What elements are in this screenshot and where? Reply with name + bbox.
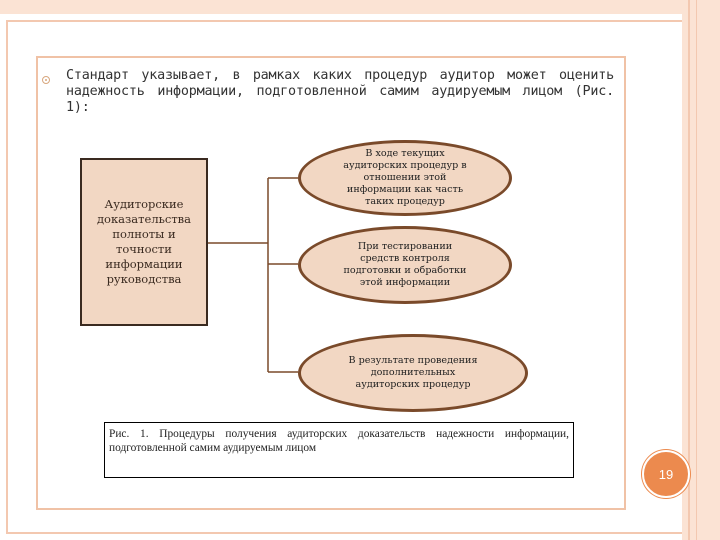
oval-line: таких процедур bbox=[365, 196, 445, 207]
box-line: руководства bbox=[106, 272, 182, 286]
page-number-badge: 19 bbox=[642, 450, 690, 498]
oval-line: средств контроля bbox=[360, 253, 450, 264]
oval-line: аудиторских процедур bbox=[355, 379, 471, 390]
oval-line: информации как часть bbox=[346, 184, 464, 195]
procedure-oval-testing bbox=[298, 226, 512, 304]
oval-line: этой информации bbox=[359, 277, 451, 288]
box-line: доказательства bbox=[96, 212, 192, 226]
figure-caption: Рис. 1. Процедуры получения аудиторских доказательств надежности информации, подготовленной самим аудируемым лицом bbox=[104, 422, 574, 478]
oval-line: В результате проведения bbox=[348, 355, 478, 366]
oval-line: При тестировании bbox=[357, 241, 453, 252]
intro-paragraph: Стандарт указывает, в рамках каких процедур аудитор может оценить надежность информации, подготовленной самим аудируемым лицом (Рис. 1): bbox=[66, 68, 614, 115]
oval-line: дополнительных bbox=[370, 367, 456, 378]
box-line: информации bbox=[105, 257, 183, 271]
box-line: точности bbox=[116, 242, 172, 256]
oval-line: аудиторских процедур в bbox=[343, 160, 467, 171]
oval-line: отношении этой bbox=[363, 172, 447, 183]
procedure-oval-additional bbox=[298, 334, 528, 412]
oval-line: подготовки и обработки bbox=[343, 265, 467, 276]
box-line: Аудиторские bbox=[104, 197, 184, 211]
oval-line: В ходе текущих bbox=[365, 148, 445, 159]
procedure-oval-current bbox=[298, 140, 512, 216]
box-line: полноты и bbox=[112, 227, 176, 241]
audit-evidence-box bbox=[80, 158, 208, 326]
